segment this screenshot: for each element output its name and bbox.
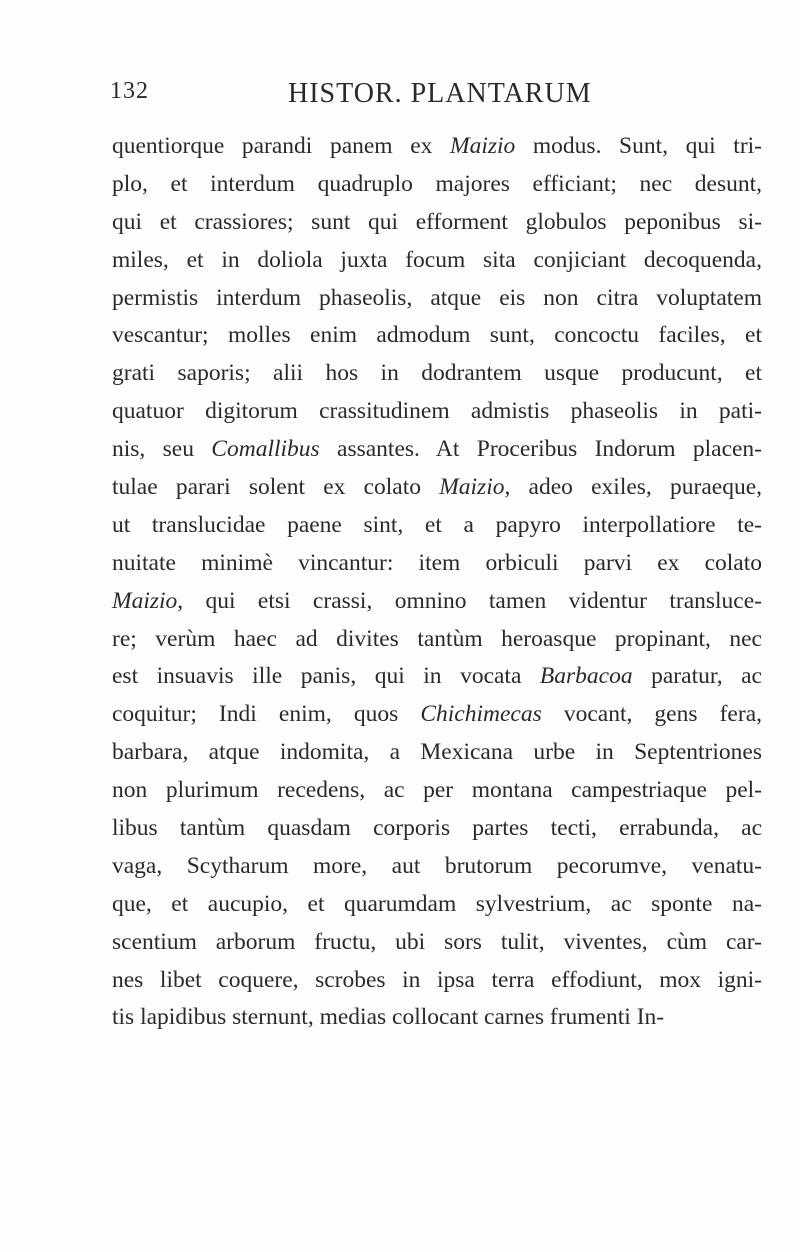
- text-line: [112, 658, 762, 696]
- text-line: [112, 772, 762, 810]
- italic-term: Maizio: [112, 587, 178, 614]
- text-line: [112, 280, 762, 318]
- text-run: modus. Sunt, qui tri-: [515, 133, 763, 159]
- italic-term: Maizio: [439, 474, 505, 501]
- italic-term: Maizio: [450, 133, 516, 159]
- text-run: grati saporis; alii hos in dodrantem usque producunt, et: [112, 360, 762, 387]
- text-line: [112, 242, 762, 280]
- page-header: [110, 78, 690, 118]
- text-line: [112, 469, 762, 507]
- text-run: tulae parari solent ex colato: [112, 474, 440, 501]
- text-run: que, et aucupio, et quarumdam sylvestrium, ac sponte na-: [112, 890, 762, 917]
- text-line: [112, 886, 762, 924]
- text-run: vocant, gens fera,: [541, 701, 762, 728]
- text-run: tis lapidibus sternunt, medias collocant carnes frumenti In-: [112, 1004, 665, 1031]
- text-run: permistis interdum phaseolis, atque eis non citra voluptatem: [112, 284, 762, 311]
- text-line: [112, 696, 762, 734]
- text-line: [112, 507, 762, 545]
- text-run: est insuavis ille panis, qui in vocata: [112, 663, 540, 690]
- page-number: 132: [110, 78, 149, 104]
- text-line: [112, 355, 762, 393]
- text-run: qui et crassiores; sunt qui efforment globulos peponibus si-: [112, 208, 762, 235]
- text-line: [112, 545, 762, 583]
- text-line: [112, 166, 762, 204]
- text-line: [112, 962, 762, 1000]
- text-line: [112, 583, 762, 621]
- text-line: [112, 621, 762, 659]
- text-line: [112, 204, 762, 242]
- italic-term: Comallibus: [211, 436, 320, 463]
- italic-term: Chichimecas: [420, 701, 542, 728]
- text-run: vaga, Scytharum more, aut brutorum pecorumve, venatu-: [112, 852, 762, 879]
- text-line: [112, 924, 762, 962]
- text-line: [112, 393, 762, 431]
- text-line: [112, 317, 762, 355]
- text-line: [112, 810, 762, 848]
- text-line: [112, 128, 762, 166]
- text-run: assantes. At Proceribus Indorum placen-: [319, 436, 763, 463]
- text-run: nuitate minimè vincantur: item orbiculi parvi ex colato: [112, 549, 762, 576]
- text-run: , qui etsi crassi, omnino tamen videntur transluce-: [177, 587, 762, 614]
- text-run: nis, seu: [112, 436, 212, 463]
- running-head: HISTOR. PLANTARUM: [288, 78, 592, 109]
- text-run: barbara, atque indomita, a Mexicana urbe in Septentriones: [112, 739, 762, 766]
- text-run: quatuor digitorum crassitudinem admistis phaseolis in pati-: [112, 398, 762, 425]
- text-run: re; verùm haec ad divites tantùm heroasque propinant, nec: [112, 625, 762, 652]
- text-run: plo, et interdum quadruplo majores efficiant; nec desunt,: [112, 170, 762, 197]
- text-line: [112, 431, 762, 469]
- text-run: libus tantùm quasdam corporis partes tecti, errabunda, ac: [112, 815, 762, 842]
- text-run: nes libet coquere, scrobes in ipsa terra effodiunt, mox igni-: [112, 966, 762, 993]
- text-run: vescantur; molles enim admodum sunt, concoctu faciles, et: [112, 322, 762, 349]
- text-run: scentium arborum fructu, ubi sors tulit, viventes, cùm car-: [112, 928, 762, 955]
- text-line: [112, 734, 762, 772]
- text-run: ut translucidae paene sint, et a papyro interpollatiore te-: [112, 511, 762, 538]
- text-line: [112, 999, 762, 1037]
- text-run: non plurimum recedens, ac per montana campestriaque pel-: [112, 777, 762, 804]
- text-run: paratur, ac: [632, 663, 762, 690]
- text-run: coquitur; Indi enim, quos: [112, 701, 421, 728]
- text-line: [112, 848, 762, 886]
- text-run: quentiorque parandi panem ex: [112, 133, 450, 159]
- text-run: miles, et in doliola juxta focum sita conjiciant decoquenda,: [112, 246, 762, 273]
- text-run: , adeo exiles, puraeque,: [504, 474, 762, 501]
- body-text: [112, 128, 762, 1037]
- italic-term: Barbacoa: [539, 663, 633, 690]
